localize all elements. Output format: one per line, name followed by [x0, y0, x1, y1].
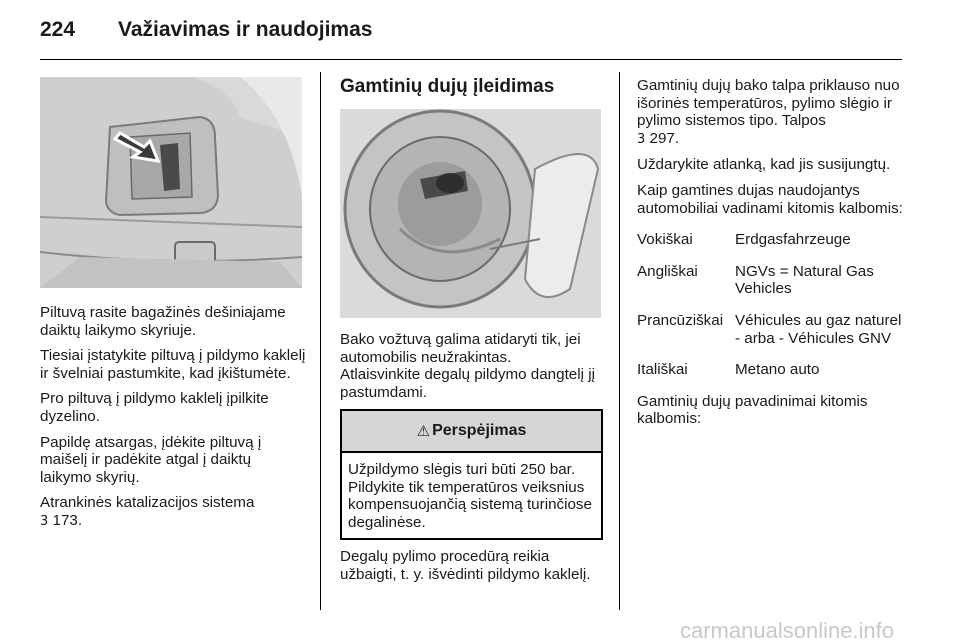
reference-arrow-icon: 3 [637, 131, 646, 147]
reference-arrow-icon: 3 [40, 513, 49, 529]
language-row [637, 361, 909, 379]
paragraph: Pro piltuvą į pildymo kaklelį įpilkite dyzelino. [40, 390, 269, 425]
page-number: 224 [40, 18, 76, 41]
page-title: Važiavimas ir naudojimas [118, 18, 373, 41]
paragraph: Degalų pylimo procedūrą reikia užbaigti, t. y. išvėdinti pildymo kaklelį. [340, 548, 591, 583]
page-header [40, 18, 920, 48]
reference-page: 297. [649, 129, 680, 147]
language-name: Angliškai [637, 262, 698, 280]
language-row [637, 263, 909, 298]
language-value: Véhicules au gaz naturel - arba - Véhicules GNV [735, 311, 902, 347]
paragraph: Kaip gamtines dujas naudojantys automobiliai vadinami kitomis kalbomis: [637, 181, 903, 217]
warning-text: Užpildymo slėgis turi būti 250 bar. Pildykite tik temperatūros veiksnius kompensuojančią sistemą turinčiose degalinėse. [348, 461, 592, 531]
language-name: Itališkai [637, 361, 688, 379]
language-value: Erdgasfahrzeuge [735, 231, 851, 249]
language-row [637, 231, 909, 249]
paragraph: Tiesiai įstatykite piltuvą į pildymo kaklelį ir švelniai pastumkite, kad įkištumėte. [40, 347, 306, 382]
middle-column-bottom [340, 548, 604, 591]
header-rule [40, 59, 902, 60]
middle-column [340, 331, 604, 409]
left-column [40, 304, 306, 539]
language-name: Prancūziškai [637, 311, 724, 329]
warning-triangle-icon: ⚠ [416, 423, 431, 440]
fuel-filler-image [340, 109, 601, 318]
column-divider-1 [320, 72, 321, 610]
language-row [637, 312, 909, 347]
warning-label: Perspėjimas [432, 422, 527, 439]
paragraph: Papildę atsargas, įdėkite piltuvą į maišelį ir padėkite atgal į daiktų laikymo skyrių. [40, 433, 262, 486]
trunk-compartment-image [40, 77, 302, 288]
right-column [637, 77, 909, 436]
paragraph [637, 77, 909, 148]
reference-page: 173. [52, 511, 83, 529]
paragraph: Atlaisvinkite degalų pildymo dangtelį jį pastumdami. [340, 366, 595, 401]
paragraph: Gamtinių dujų pavadinimai kitomis kalbomis: [637, 392, 868, 428]
column-divider-2 [619, 72, 620, 610]
section-title: Gamtinių dujų įleidimas [340, 76, 555, 97]
warning-header [342, 411, 601, 453]
paragraph: Bako vožtuvą galima atidaryti tik, jei automobilis neužrakintas. [340, 331, 581, 366]
reference-text: Atrankinės katalizacijos sistema [40, 494, 255, 512]
watermark: carmanualsonline.info [680, 618, 895, 643]
language-value: NGVs = Natural Gas Vehicles [735, 262, 874, 298]
cross-reference [40, 494, 306, 530]
paragraph: Uždarykite atlanką, kad jis susijungtų. [637, 156, 891, 174]
paragraph: Piltuvą rasite bagažinės dešiniajame daiktų laikymo skyriuje. [40, 304, 286, 339]
warning-box [340, 409, 603, 540]
language-value: Metano auto [735, 361, 820, 379]
paragraph-text: Gamtinių dujų bako talpa priklauso nuo išorinės temperatūros, pylimo slėgio ir pylimo sistemos tipo. Talpos [637, 77, 900, 130]
language-name: Vokiškai [637, 231, 693, 249]
